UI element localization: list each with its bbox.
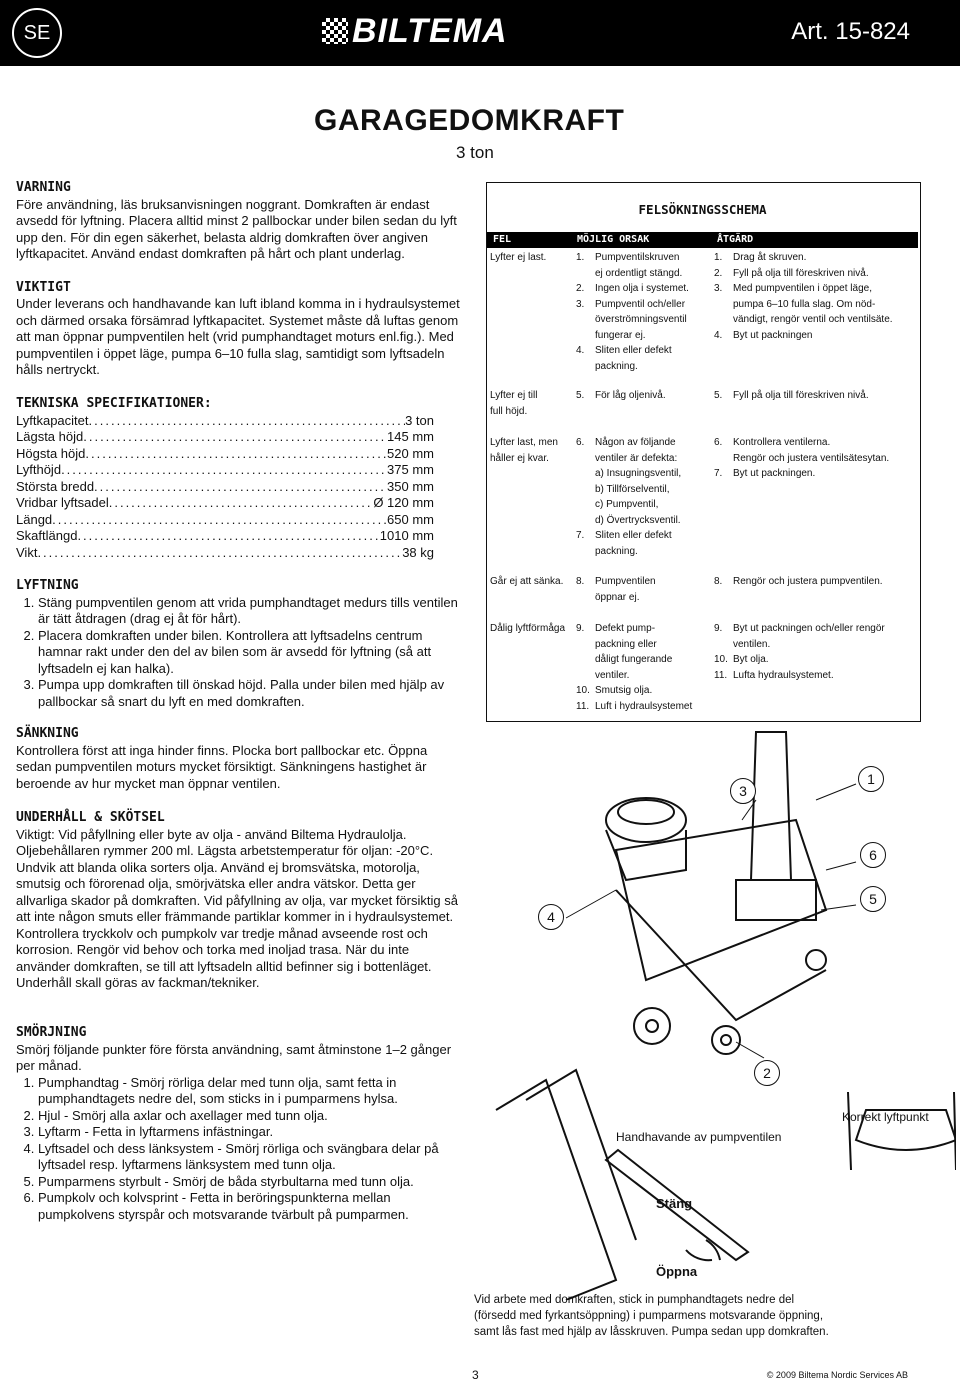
trouble-cell: Luft i hydraulsystemet	[595, 700, 693, 712]
callout-3: 3	[730, 778, 756, 804]
trouble-cell: 2.	[576, 283, 585, 294]
lubrication-list	[16, 1075, 466, 1224]
trouble-cell: d) Övertrycksventil.	[595, 514, 681, 526]
trouble-cell: 8.	[576, 576, 585, 587]
troubleshooting-title: FELSÖKNINGSSCHEMA	[638, 202, 767, 217]
callout-5: 5	[860, 886, 886, 912]
page-subtitle: 3 ton	[456, 143, 494, 162]
spec-label: Vikt	[16, 544, 38, 560]
maintenance-heading: UNDERHÅLL & SKÖTSEL	[16, 810, 165, 825]
close-label: Stäng	[656, 1196, 693, 1211]
list-item: 2. Hjul - Smörj alla axlar och axellager med tunn olja.	[38, 1108, 466, 1125]
article-number: Art. 15-824	[791, 18, 910, 45]
trouble-cell: Fyll på olja till föreskriven nivå.	[733, 390, 869, 401]
spec-value: Ø 120 mm	[373, 495, 434, 510]
spec-label: Största bredd	[16, 478, 95, 494]
list-item: 4. Lyftsadel och dess länksystem - Smörj rörliga och svängbara delar på lyftsadel resp. lyftarmens länksystem med tunn olja.	[38, 1141, 466, 1174]
trouble-cell: ventiler är defekta:	[595, 452, 678, 464]
page-title: GARAGEDOMKRAFT	[314, 104, 625, 137]
trouble-cell: Ingen olja i systemet.	[595, 283, 689, 294]
spec-value: 350 mm	[387, 478, 434, 494]
specs-section	[16, 396, 434, 561]
copyright: © 2009 Biltema Nordic Services AB	[766, 1370, 908, 1380]
trouble-cell: 3.	[714, 283, 723, 294]
trouble-cell: a) Insugningsventil,	[595, 468, 682, 479]
trouble-cell: 5.	[576, 390, 585, 401]
lifting-heading: LYFTNING	[16, 578, 79, 593]
trouble-cell: 9.	[714, 623, 723, 634]
spec-dots	[61, 462, 387, 479]
callout-4: 4	[538, 904, 564, 930]
open-label: Öppna	[656, 1264, 698, 1279]
spec-label: Lägsta höjd	[16, 429, 84, 444]
trouble-cell: 1.	[714, 252, 723, 263]
trouble-cell: Rengör och justera pumpventilen.	[733, 576, 883, 587]
trouble-cell: 9.	[576, 623, 585, 634]
trouble-cell: Smutsig olja.	[595, 685, 653, 696]
spec-row	[16, 462, 434, 479]
trouble-cell: dåligt fungerande	[595, 654, 673, 665]
lowering-text: Kontrollera först att inga hinder finns. Plocka bort pallbockar etc. Öppna sedan pumpventilen moturs mycket försiktigt. Sänkningens hastighet är beroende av hur mycket man öppnar ventilen.	[16, 742, 428, 791]
trouble-cell: c) Pumpventil,	[595, 499, 659, 510]
spec-row	[16, 528, 434, 545]
trouble-cell: Byt ut packningen och/eller rengör	[733, 623, 885, 634]
spec-dots	[94, 479, 387, 496]
brand-logo: BILTEMA	[352, 12, 508, 50]
lowering-section	[16, 726, 466, 792]
checkered-flag-icon	[322, 18, 348, 44]
trouble-cell: packning.	[595, 545, 638, 557]
list-item: 1. Stäng pumpventilen genom att vrida pumphandtaget medurs tills ventilen är tätt åtdragen (drag ej åt för hårt).	[38, 595, 466, 628]
header-bar	[0, 0, 960, 66]
spec-label: Vridbar lyftsadel	[16, 495, 109, 510]
trouble-cell: Dålig lyftförmåga	[490, 623, 566, 634]
trouble-cell: ventiler.	[595, 669, 630, 681]
list-item: 1. Pumphandtag - Smörj rörliga delar med tunn olja, samt fetta in pumphandtagets nedre del, som sticks in i pumparmens hylsa.	[38, 1075, 466, 1108]
trouble-cell: För låg oljenivå.	[595, 390, 666, 401]
trouble-cell: 8.	[714, 576, 723, 587]
trouble-cell: 11.	[714, 669, 728, 681]
jack-drawing	[486, 720, 956, 1300]
trouble-cell: Pumpventilen	[595, 576, 656, 587]
trouble-cell: 4.	[576, 345, 585, 356]
trouble-cell: ej ordentligt stängd.	[595, 267, 683, 279]
lifting-list	[16, 595, 466, 711]
spec-dots	[77, 528, 379, 545]
trouble-cell: Lufta hydraulsystemet.	[733, 669, 834, 681]
trouble-cell: Går ej att sänka.	[490, 576, 564, 587]
spec-label: Högsta höjd	[16, 445, 86, 461]
list-item: 3. Lyftarm - Fetta in lyftarmens infästningar.	[38, 1124, 466, 1141]
trouble-cell: 11.	[576, 700, 590, 712]
callout-6: 6	[860, 842, 886, 868]
trouble-cell: vändigt, rengör ventil och ventilsäte.	[733, 314, 893, 325]
lubrication-section	[16, 1025, 466, 1223]
trouble-cell: Kontrollera ventilerna.	[733, 437, 831, 448]
trouble-cell: Lyfter ej till	[490, 390, 538, 401]
spec-dots	[52, 512, 387, 529]
important-text: Under leverans och handhavande kan luft ibland komma in i hydraulsystemet och därmed orsaka försämrad lyftkapacitet. Systemet måste då luftas genom att man öppnar pumpventilen helt (vrid pumphandtaget moturs enl.fig.). Med pumpventilen i öppet läge, pumpa 6–10 fulla slag, samtidigt som lyftsadeln hålls nertryckt.	[16, 296, 460, 377]
trouble-cell: fungerar ej.	[595, 329, 646, 341]
col-action: ÅTGÄRD	[717, 234, 754, 245]
spec-row	[16, 479, 434, 496]
list-item: 3. Pumpa upp domkraften till önskad höjd. Palla under bilen med hjälp av pallbockar så snart du lyft en med domkraften.	[38, 677, 466, 710]
lubrication-heading: SMÖRJNING	[16, 1025, 87, 1040]
callout-1: 1	[858, 766, 884, 792]
lift-point-caption: Korrekt lyftpunkt	[842, 1110, 929, 1124]
maintenance-text-2: Kontrollera tryckkolv och pumpkolv var tredje månad avseende rost och korrosion. Rengör vid behov och torka med inoljad trasa. När du inte använder domkraften, se till att lyftsadeln alltid befinner sig i bottenläget. Underhåll skall göras av fackman/tekniker.	[16, 925, 432, 990]
trouble-cell: 2.	[714, 267, 723, 279]
trouble-cell: 6.	[576, 437, 585, 448]
spec-value: 650 mm	[387, 511, 434, 527]
trouble-cell: 10.	[714, 654, 728, 665]
spec-row	[16, 545, 434, 562]
trouble-cell: pumpa 6–10 fulla slag. Om nöd-	[733, 298, 876, 310]
trouble-cell: Med pumpventilen i öppet läge,	[733, 283, 872, 294]
lubrication-intro: Smörj följande punkter före första användning, samt åtminstone 1–2 gånger per månad.	[16, 1041, 452, 1073]
warning-section	[16, 180, 464, 379]
spec-dots	[89, 413, 406, 430]
trouble-cell: 7.	[714, 468, 723, 479]
spec-label: Längd	[16, 511, 53, 527]
spec-value: 3 ton	[405, 412, 434, 428]
trouble-cell: håller ej kvar.	[490, 452, 549, 464]
specs-heading: TEKNISKA SPECIFIKATIONER:	[16, 396, 212, 411]
trouble-cell: packning.	[595, 360, 638, 372]
spec-row	[16, 429, 434, 446]
maintenance-text-1: Viktigt: Vid påfyllning eller byte av olja - använd Biltema Hydraulolja. Oljebehållaren rymmer 200 ml. Lägsta arbetstemperatur för oljan: -20°C. Undvik att blanda olika sorters olja. Använd ej bromsvätska, motorolja, smutsig och förorenad olja, smörjvätska eller andra vätskor. Detta ger allvarliga skador på domkraften. Vid påfyllning av olja, var mycket försiktig så att inte någon smuts eller främmande partiklar kommer in i hydraulsystemet.	[16, 826, 458, 924]
spec-dots	[85, 446, 387, 463]
lowering-heading: SÄNKNING	[16, 726, 79, 741]
spec-value: 1010 mm	[379, 528, 434, 543]
trouble-cell: Fyll på olja till föreskriven nivå.	[733, 267, 869, 279]
col-fault: FEL	[493, 234, 512, 245]
trouble-cell: Byt ut packningen	[733, 329, 813, 341]
trouble-cell: Drag åt skruven.	[733, 252, 807, 263]
spec-row	[16, 413, 434, 430]
spec-row	[16, 446, 434, 463]
trouble-cell: överströmningsventil	[595, 314, 687, 325]
trouble-cell: b) Tillförselventil,	[595, 483, 670, 495]
trouble-cell: Sliten eller defekt	[595, 345, 672, 356]
trouble-cell: full höjd.	[490, 405, 528, 417]
valve-caption: Handhavande av pumpventilen	[616, 1130, 782, 1144]
troubleshooting-header	[487, 232, 918, 248]
spec-value: 520 mm	[387, 445, 434, 461]
list-item: 6. Pumpkolv och kolvsprint - Fetta in beröringspunkterna mellan pumpkolvens styrspår och motsvarande tvärbult på pumparmen.	[38, 1190, 466, 1223]
lifting-section	[16, 578, 466, 710]
trouble-cell: Lyfter last, men	[490, 437, 558, 448]
trouble-cell: 6.	[714, 437, 723, 448]
trouble-cell: Någon av följande	[595, 437, 676, 448]
trouble-cell: Pumpventilskruven	[595, 252, 680, 263]
trouble-cell: 5.	[714, 390, 723, 401]
trouble-cell: Pumpventil och/eller	[595, 298, 686, 310]
important-heading: VIKTIGT	[16, 279, 71, 295]
jack-figure	[486, 720, 956, 1300]
spec-label: Lyftkapacitet	[16, 412, 89, 428]
spec-dots	[109, 495, 374, 512]
trouble-cell: 7.	[576, 530, 585, 541]
trouble-cell: 3.	[576, 298, 585, 310]
spec-dots	[83, 429, 387, 446]
trouble-cell: Defekt pump-	[595, 623, 656, 634]
trouble-cell: Lyfter ej last.	[490, 252, 547, 263]
list-item: 5. Pumparmens styrbult - Smörj de båda styrbultarna med tunn olja.	[38, 1174, 466, 1191]
maintenance-section	[16, 810, 466, 992]
spec-row	[16, 512, 434, 529]
trouble-cell: Byt olja.	[733, 654, 769, 665]
warning-text: Före användning, läs bruksanvisningen noggrant. Domkraften är endast avsedd för lyftning. Placera alltid minst 2 pallbockar under bilen sedan du lyft upp den. För din egen säkerhet, belasta aldrig domkraften över angiven lyftkapacitet. Använd endast domkraften på hårt och plant underlag.	[16, 196, 457, 261]
spec-label: Lyfthöjd	[16, 462, 62, 477]
language-badge: SE	[12, 8, 62, 58]
trouble-cell: ventilen.	[733, 638, 771, 650]
spec-row	[16, 495, 434, 512]
trouble-cell: Byt ut packningen.	[733, 468, 816, 479]
page-number: 3	[472, 1368, 479, 1382]
spec-value: 145 mm	[387, 429, 434, 444]
trouble-cell: 4.	[714, 329, 723, 341]
spec-value: 38 kg	[402, 544, 434, 560]
trouble-cell: packning eller	[595, 638, 657, 650]
trouble-cell: Rengör och justera ventilsätesytan.	[733, 452, 890, 464]
list-item: 2. Placera domkraften under bilen. Kontrollera att lyftsadelns centrum hamnar rakt under den del av bilen som är avsedd för lyftning (så att lyftsadeln ej kan halka).	[38, 628, 466, 678]
callout-2: 2	[754, 1060, 780, 1086]
trouble-cell: 10.	[576, 685, 590, 696]
col-cause: MÖJLIG ORSAK	[577, 234, 650, 245]
trouble-cell: öppnar ej.	[595, 591, 640, 603]
spec-value: 375 mm	[387, 462, 434, 477]
trouble-cell: 1.	[576, 252, 585, 263]
trouble-cell: Sliten eller defekt	[595, 530, 672, 541]
spec-dots	[37, 545, 402, 562]
warning-heading: VARNING	[16, 180, 71, 195]
handle-note: Vid arbete med domkraften, stick in pumphandtagets nedre del (försedd med fyrkantsöppning) i pumparmens motsvarande öppning, samt lås fast med hjälp av låsskruven. Pumpa sedan upp domkraften.	[474, 1294, 829, 1338]
spec-label: Skaftlängd	[16, 528, 78, 543]
